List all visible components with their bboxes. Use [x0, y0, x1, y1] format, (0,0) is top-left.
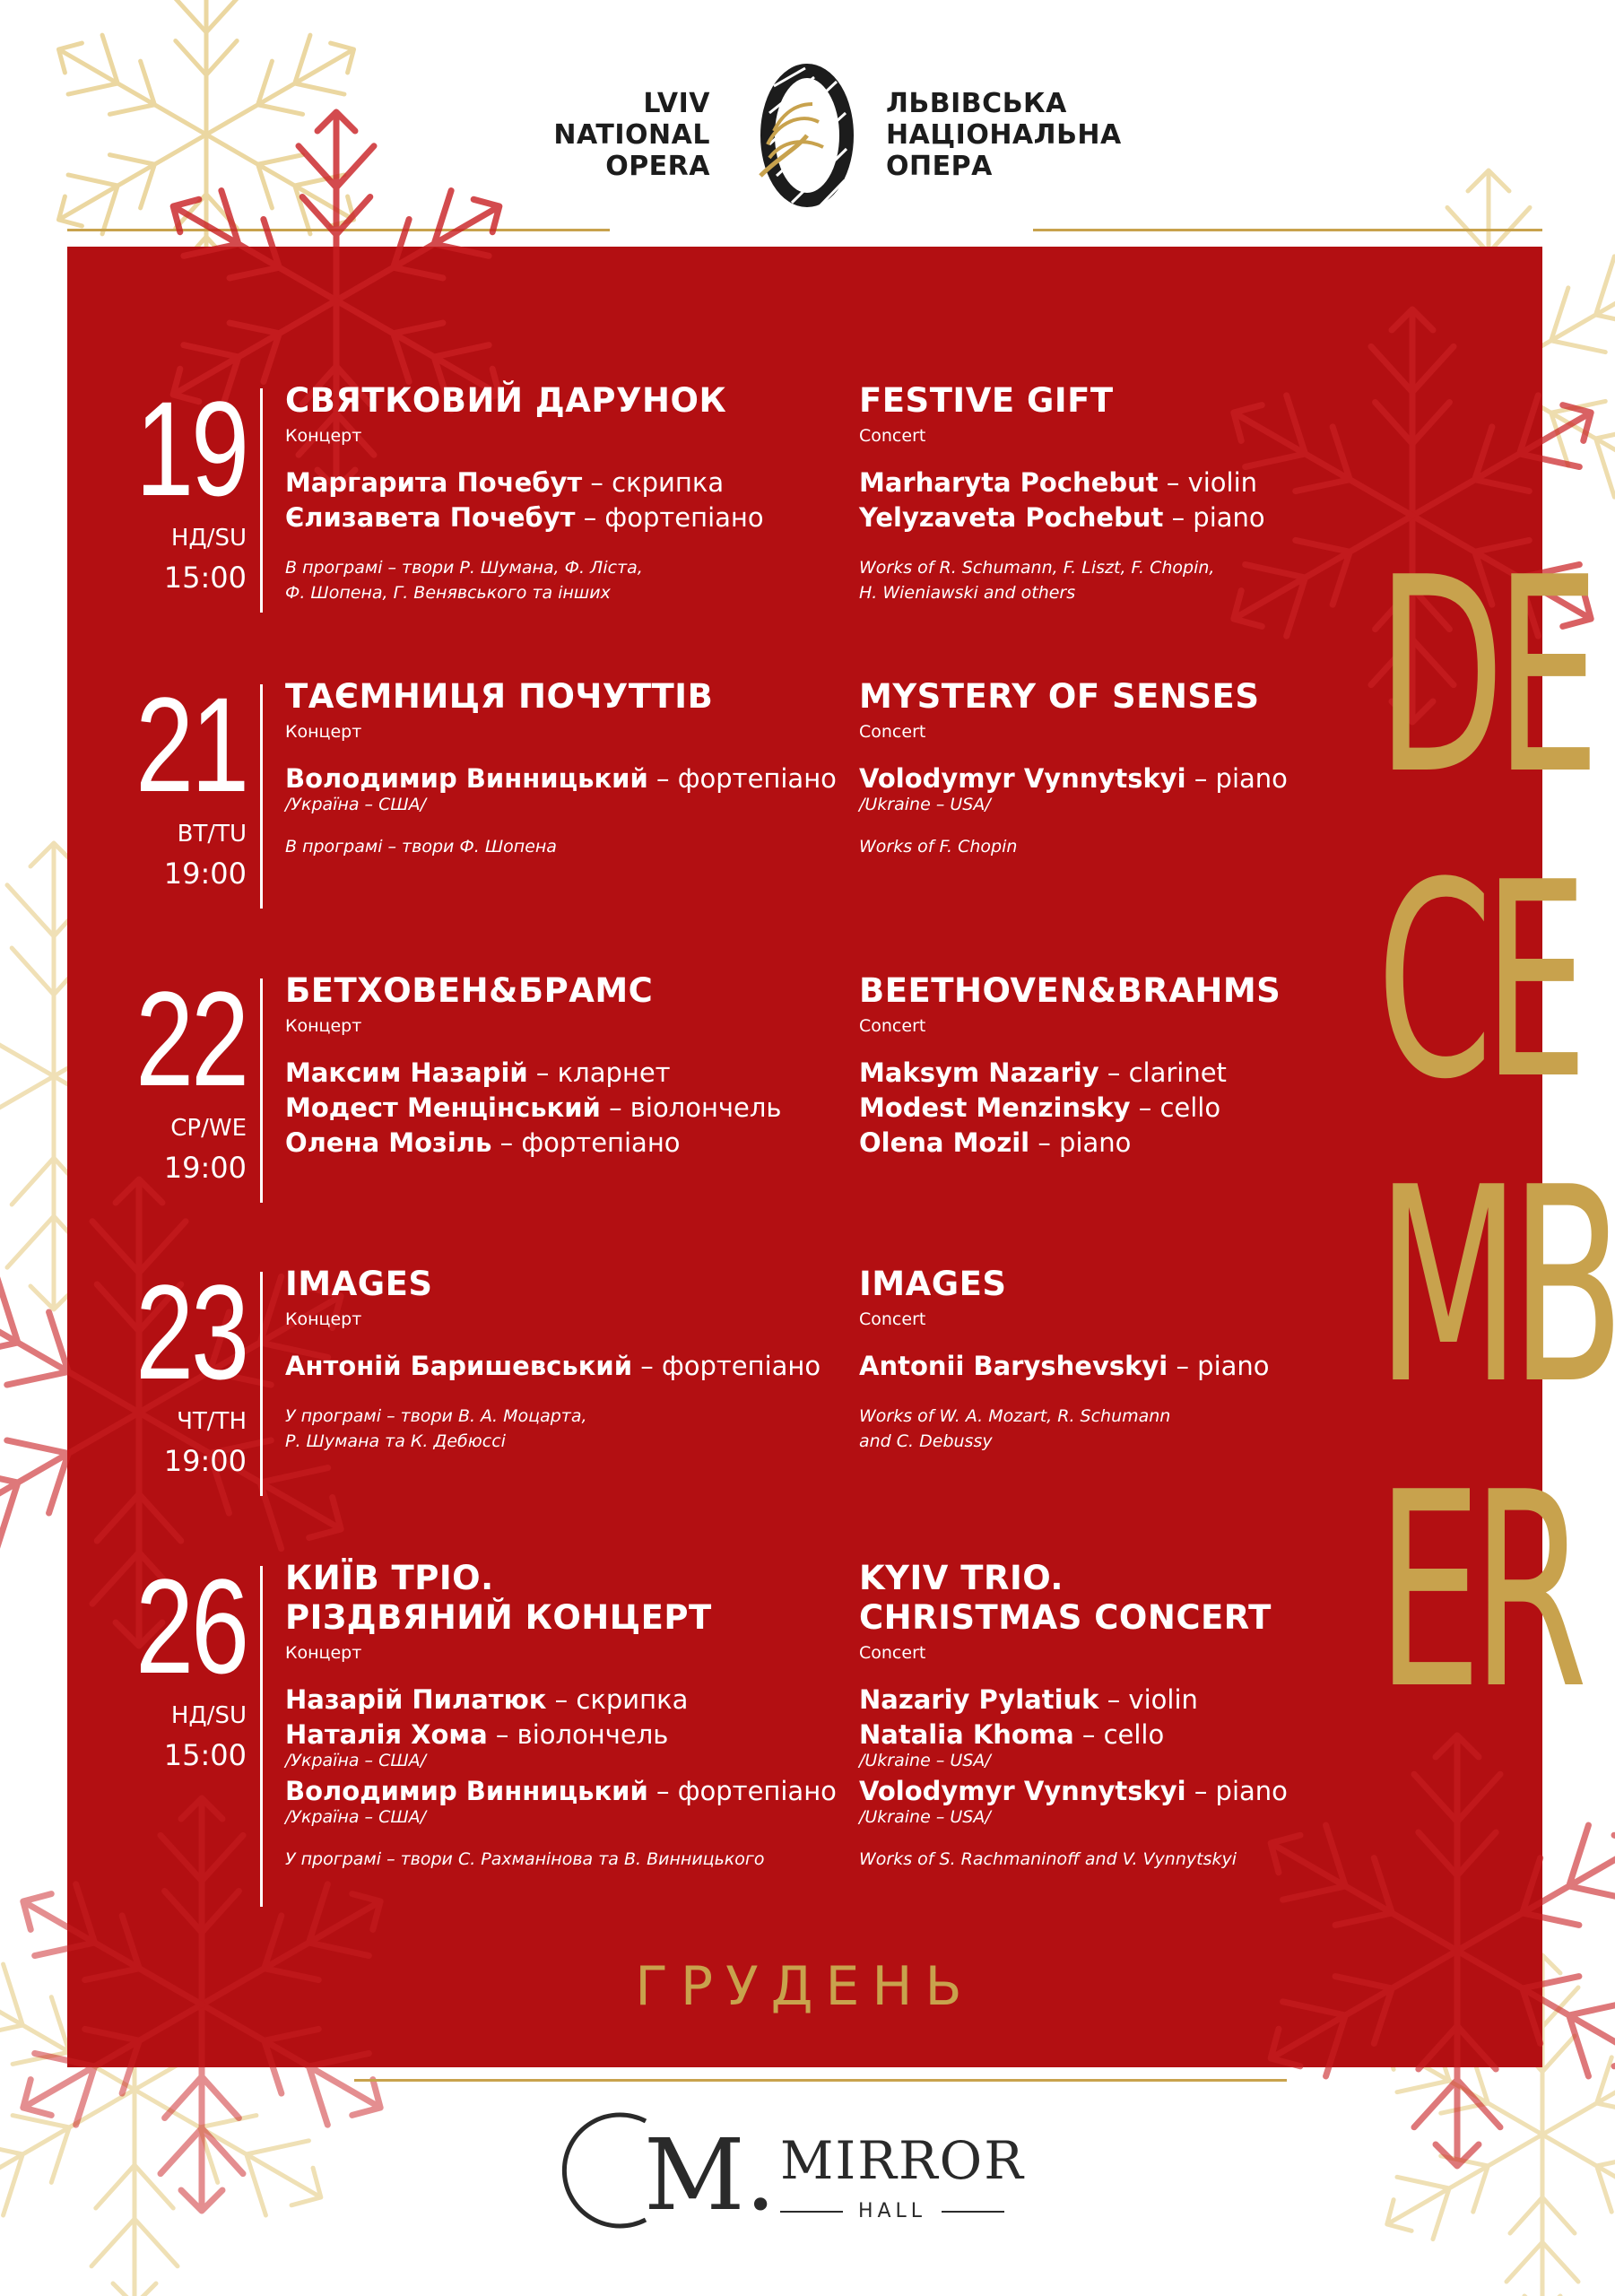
program-line: and C. Debussy	[859, 1431, 993, 1451]
opera-logo	[0, 54, 1607, 215]
performer-origin: /Україна – США/	[285, 1751, 427, 1770]
event-weekday: НД/SU	[170, 1702, 247, 1729]
event-weekday: ЧТ/TH	[177, 1408, 247, 1435]
performer	[859, 1126, 1361, 1161]
schedule-panel	[67, 247, 1615, 2067]
performer-name: Володимир Винницький	[285, 763, 648, 794]
performer-name: Natalia Khoma	[859, 1719, 1074, 1750]
logo-text-en	[553, 88, 710, 182]
date-divider	[260, 978, 263, 1203]
event-type: Concert	[859, 1309, 926, 1329]
event-info-en	[859, 1265, 1361, 1454]
performer-role: – віолончель	[487, 1719, 669, 1750]
event-info-ua	[285, 677, 841, 859]
event-title: KYIV TRIO.	[859, 1559, 1064, 1597]
event-title: КИЇВ ТРІО.	[285, 1559, 494, 1597]
event-time: 19:00	[163, 1444, 247, 1478]
performer-role: – фортепіано	[647, 1776, 837, 1806]
performer-name: Nazariy Pylatiuk	[859, 1684, 1099, 1715]
performer	[859, 1056, 1361, 1091]
performer-role: – cello	[1130, 1092, 1221, 1123]
performer-name: Marharyta Pochebut	[859, 467, 1159, 498]
performer-role: – фортепіано	[632, 1351, 821, 1381]
performer-name: Маргарита Почебут	[285, 467, 583, 498]
month-part: MB	[1376, 1130, 1615, 1443]
venue-sub-rule	[942, 2211, 1004, 2213]
event-type: Концерт	[285, 1309, 362, 1329]
event-date	[67, 1257, 247, 1478]
performer-role: – cello	[1073, 1719, 1165, 1750]
month-title-ua: ГРУДЕНЬ	[635, 1955, 975, 2018]
program-note	[859, 1404, 1361, 1454]
performer-role: – фортепіано	[575, 502, 764, 533]
performer-role: – violin	[1098, 1684, 1198, 1715]
venue-name: MIRROR	[780, 2130, 1025, 2191]
program-line: Works of S. Rachmaninoff and V. Vynnytskyi	[859, 1849, 1237, 1869]
gold-divider	[354, 2079, 1287, 2082]
performer-name: Володимир Винницький	[285, 1776, 648, 1806]
event-weekday: НД/SU	[170, 525, 247, 552]
performer-role: – violin	[1158, 467, 1258, 498]
event-info-en	[859, 677, 1361, 859]
performer	[285, 1683, 841, 1718]
vertical-month-word	[1376, 520, 1615, 1748]
event-title: FESTIVE GIFT	[859, 381, 1114, 420]
event-type: Concert	[859, 1643, 926, 1663]
program-line: Works of F. Chopin	[859, 837, 1018, 857]
date-divider	[260, 1566, 263, 1907]
date-divider	[260, 1272, 263, 1496]
performer	[285, 500, 841, 535]
performer-name: Yelyzaveta Pochebut	[859, 502, 1164, 533]
performer-name: Назарій Пилатюк	[285, 1684, 547, 1715]
performer	[859, 1683, 1361, 1718]
event-time: 19:00	[163, 1151, 247, 1185]
performer-role: – piano	[1163, 502, 1265, 533]
event-day: 21	[135, 669, 247, 820]
program-note	[285, 1847, 841, 1872]
event-title: ТАЄМНИЦЯ ПОЧУТТІВ	[285, 677, 714, 716]
performer-role: – кларнет	[527, 1057, 671, 1088]
performer-role: – piano	[1185, 1776, 1288, 1806]
performer	[859, 1091, 1361, 1126]
gold-divider	[1033, 229, 1542, 231]
event-date	[67, 669, 247, 891]
performer-origin: /Ukraine – USA/	[859, 795, 991, 814]
date-divider	[260, 684, 263, 909]
event-title: IMAGES	[859, 1265, 1007, 1303]
program-line: H. Wieniawski and others	[859, 583, 1076, 603]
performer	[285, 1091, 841, 1126]
date-divider	[260, 388, 263, 613]
event-time: 15:00	[163, 561, 247, 595]
performer	[285, 1349, 841, 1384]
program-note	[285, 834, 841, 859]
program-line: У програмі – твори В. А. Моцарта,	[285, 1406, 587, 1426]
event-info-ua	[285, 381, 841, 605]
program-line: Works of R. Schumann, F. Liszt, F. Chopin,	[859, 558, 1215, 578]
event-day: 19	[135, 373, 247, 524]
performer-name: Модест Менцінський	[285, 1092, 601, 1123]
event-day: 22	[135, 963, 247, 1114]
program-note	[859, 834, 1361, 859]
event-title: MYSTERY OF SENSES	[859, 677, 1260, 716]
event-date	[67, 963, 247, 1185]
event-time: 15:00	[163, 1738, 247, 1772]
event-title: CHRISTMAS CONCERT	[859, 1598, 1272, 1637]
logo-text-ua	[886, 88, 1122, 182]
performer-role: – clarinet	[1098, 1057, 1227, 1088]
performer	[859, 1718, 1361, 1752]
month-part: ER	[1376, 1435, 1578, 1748]
event-type: Concert	[859, 426, 926, 446]
performer-name: Максим Назарій	[285, 1057, 528, 1088]
program-line: Works of W. A. Mozart, R. Schumann	[859, 1406, 1171, 1426]
event-info-en	[859, 1559, 1361, 1872]
performer-role: – piano	[1029, 1127, 1132, 1158]
event-info-ua	[285, 1265, 841, 1454]
performer	[285, 1126, 841, 1161]
event-weekday: СР/WE	[170, 1115, 247, 1142]
program-line: У програмі – твори С. Рахманінова та В. Винницького	[285, 1849, 765, 1869]
event-date	[67, 373, 247, 595]
performer-origin: /Ukraine – USA/	[859, 1807, 991, 1827]
event-title: IMAGES	[285, 1265, 433, 1303]
event-weekday: ВТ/TU	[177, 821, 247, 848]
event-info-en	[859, 381, 1361, 605]
performer-role: – piano	[1185, 763, 1288, 794]
performer-role: – piano	[1168, 1351, 1270, 1381]
logo-ua-line: НАЦІОНАЛЬНА	[886, 119, 1122, 151]
performer-role: – фортепіано	[491, 1127, 681, 1158]
event-type: Концерт	[285, 722, 362, 742]
logo-ua-line: ЛЬВІВСЬКА	[886, 88, 1067, 119]
event-day: 23	[135, 1257, 247, 1407]
emblem-letter: M.	[644, 2118, 777, 2232]
event-date	[67, 1551, 247, 1772]
program-note	[285, 555, 841, 605]
performer-name: Volodymyr Vynnytskyi	[859, 1776, 1186, 1806]
event-info-ua	[285, 971, 841, 1161]
performer	[859, 500, 1361, 535]
logo-en-line: LVIV	[643, 88, 710, 119]
performer-origin: /Ukraine – USA/	[859, 1751, 991, 1770]
event-type: Концерт	[285, 1643, 362, 1663]
event-title: РІЗДВЯНИЙ КОНЦЕРТ	[285, 1598, 712, 1637]
performer-name: Антоній Баришевський	[285, 1351, 633, 1381]
venue-sub: HALL	[857, 2200, 927, 2222]
performer-name: Antonii Baryshevskyi	[859, 1351, 1168, 1381]
program-line: Ф. Шопена, Г. Венявського та інших	[285, 583, 611, 603]
event-title: BEETHOVEN&BRAHMS	[859, 971, 1281, 1010]
performer	[859, 1774, 1361, 1809]
performer-name: Modest Menzinsky	[859, 1092, 1131, 1123]
event-day: 26	[135, 1551, 247, 1701]
event-info-en	[859, 971, 1361, 1161]
performer	[285, 1774, 841, 1809]
performer-name: Olena Mozil	[859, 1127, 1030, 1158]
event-type: Concert	[859, 1016, 926, 1036]
performer	[859, 761, 1361, 796]
logo-en-line: NATIONAL	[553, 119, 710, 151]
performer	[285, 1718, 841, 1752]
program-line: Р. Шумана та К. Дебюссі	[285, 1431, 506, 1451]
program-note	[859, 555, 1361, 605]
program-note	[859, 1847, 1361, 1872]
performer-role: – скрипка	[546, 1684, 689, 1715]
performer	[859, 465, 1361, 500]
program-line: В програмі – твори Ф. Шопена	[285, 837, 557, 857]
performer-origin: /Україна – США/	[285, 1807, 427, 1827]
month-part: CE	[1376, 825, 1579, 1138]
performer-name: Наталія Хома	[285, 1719, 488, 1750]
mirror-hall-emblem-icon	[610, 2103, 777, 2238]
logo-ua-line: ОПЕРА	[886, 151, 993, 182]
performer-role: – віолончель	[600, 1092, 782, 1123]
logo-en-line: OPERA	[605, 151, 710, 182]
event-time: 19:00	[163, 857, 247, 891]
event-type: Concert	[859, 722, 926, 742]
mirror-hall-logo	[0, 2094, 1607, 2256]
performer	[285, 465, 841, 500]
program-note	[285, 1404, 841, 1454]
opera-o-emblem-icon	[751, 59, 863, 212]
performer-role: – фортепіано	[647, 763, 837, 794]
performer	[285, 761, 841, 796]
performer	[285, 1056, 841, 1091]
event-type: Концерт	[285, 1016, 362, 1036]
event-info-ua	[285, 1559, 841, 1872]
program-line: В програмі – твори Р. Шумана, Ф. Ліста,	[285, 558, 643, 578]
event-title: БЕТХОВЕН&БРАМС	[285, 971, 654, 1010]
performer-role: – скрипка	[582, 467, 725, 498]
performer	[859, 1349, 1361, 1384]
event-title: СВЯТКОВИЙ ДАРУНОК	[285, 381, 727, 420]
performer-name: Єлизавета Почебут	[285, 502, 576, 533]
performer-name: Олена Мозіль	[285, 1127, 492, 1158]
month-part: DE	[1376, 520, 1591, 833]
performer-name: Volodymyr Vynnytskyi	[859, 763, 1186, 794]
performer-name: Maksym Nazariy	[859, 1057, 1099, 1088]
event-type: Концерт	[285, 426, 362, 446]
performer-origin: /Україна – США/	[285, 795, 427, 814]
